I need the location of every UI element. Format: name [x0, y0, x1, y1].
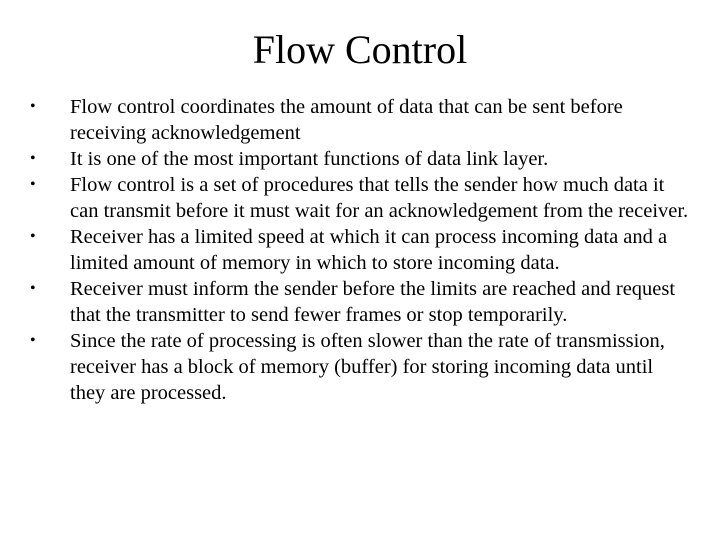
bullet-list	[30, 94, 690, 406]
bullet-icon: •	[30, 98, 36, 115]
bullet-item	[30, 146, 690, 172]
bullet-item	[30, 276, 690, 328]
bullet-text: Since the rate of processing is often slower than the rate of transmission, receiver has a block of memory (buffer) for storing incoming data until they are processed.	[70, 330, 665, 404]
bullet-icon: •	[30, 332, 36, 349]
bullet-text: Flow control coordinates the amount of data that can be sent before receiving acknowledgement	[70, 96, 623, 144]
bullet-item	[30, 328, 690, 406]
bullet-item	[30, 224, 690, 276]
bullet-item	[30, 172, 690, 224]
bullet-icon: •	[30, 176, 36, 193]
bullet-icon: •	[30, 280, 36, 297]
bullet-icon: •	[30, 150, 36, 167]
bullet-icon: •	[30, 228, 36, 245]
bullet-text: Receiver has a limited speed at which it can process incoming data and a limited amount of memory in which to store incoming data.	[70, 226, 668, 274]
slide-title: Flow Control	[252, 27, 468, 72]
bullet-text: Flow control is a set of procedures that tells the sender how much data it can transmit before it must wait for an acknowledgement from the receiver.	[70, 174, 689, 222]
bullet-item	[30, 94, 690, 146]
bullet-text: Receiver must inform the sender before the limits are reached and request that the transmitter to send fewer frames or stop temporarily.	[70, 278, 676, 326]
bullet-text: It is one of the most important functions of data link layer.	[70, 148, 549, 170]
